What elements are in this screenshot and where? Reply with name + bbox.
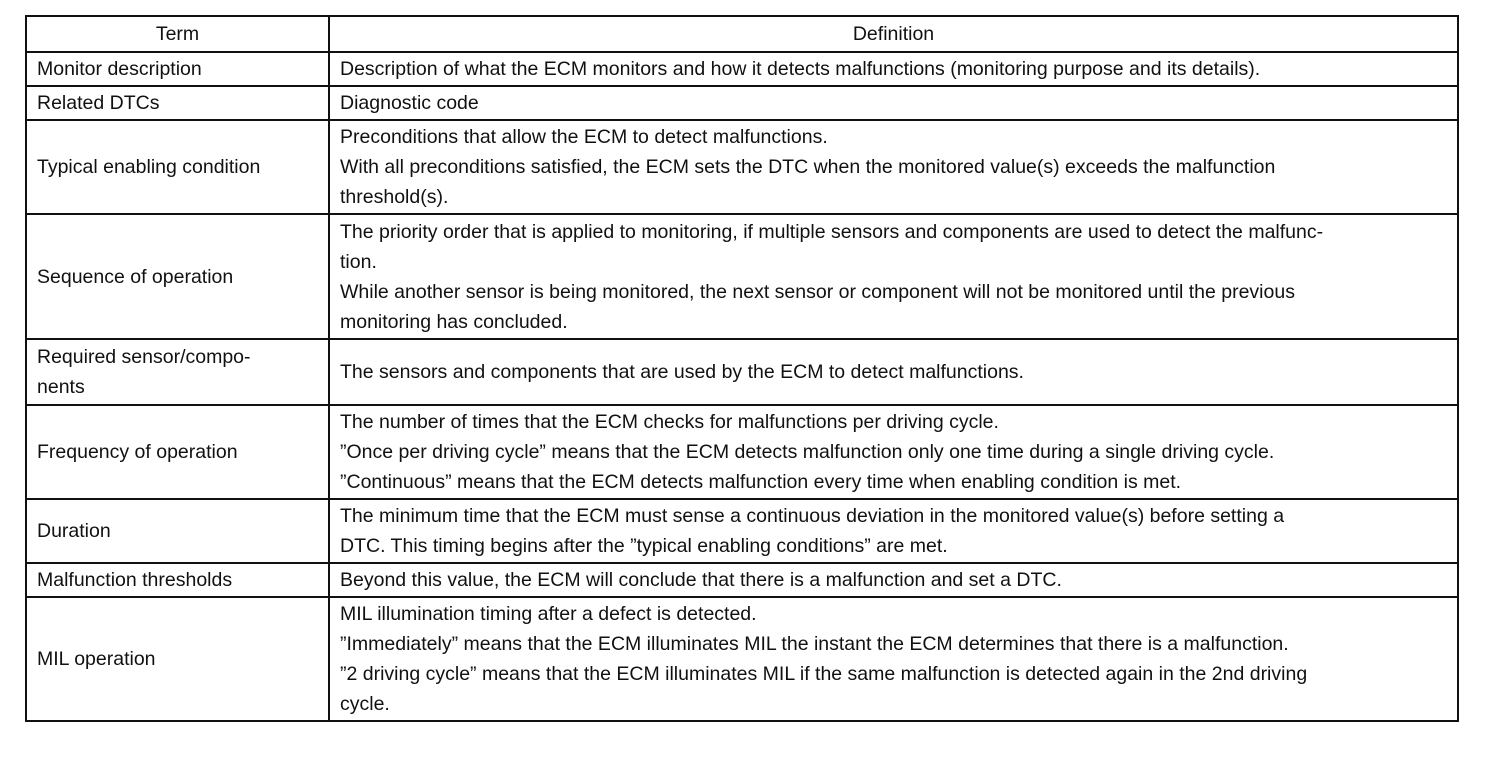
definition-text: MIL illumination timing after a defect is detected. — [340, 603, 757, 625]
term-cell — [26, 339, 329, 405]
table-row — [26, 499, 1458, 563]
definition-text: Preconditions that allow the ECM to detect malfunctions. — [340, 126, 828, 148]
term-cell — [26, 563, 329, 597]
definition-text: While another sensor is being monitored, the next sensor or component will not be monitored until the previous — [340, 280, 1295, 303]
table-header-row — [26, 16, 1458, 52]
term-cell — [26, 499, 329, 563]
definition-text: The number of times that the ECM checks for malfunctions per driving cycle. — [340, 411, 999, 433]
definition-text: threshold(s). — [340, 186, 449, 208]
definition-text: The minimum time that the ECM must sense a continuous deviation in the monitored value(s) before setting a — [340, 505, 1285, 527]
term-text: nents — [37, 376, 85, 398]
table-row — [26, 405, 1458, 499]
definition-text: ”Continuous” means that the ECM detects malfunction every time when enabling condition is met. — [340, 471, 1182, 493]
definition-text: ”Immediately” means that the ECM illuminates MIL the instant the ECM determines that there is a malfunction. — [340, 633, 1289, 655]
table-row — [26, 563, 1458, 597]
term-text: Related DTCs — [37, 92, 160, 114]
term-cell — [26, 597, 329, 721]
definition-text: ”Once per driving cycle” means that the ECM detects malfunction only one time during a single driving cycle. — [340, 441, 1275, 463]
term-text: Malfunction thresholds — [37, 569, 233, 591]
term-cell — [26, 86, 329, 120]
definition-text: The sensors and components that are used by the ECM to detect malfunctions. — [340, 361, 1024, 383]
term-cell — [26, 52, 329, 86]
definition-text: DTC. This timing begins after the ”typical enabling conditions” are met. — [340, 535, 948, 557]
term-text: Required sensor/compo- — [37, 346, 251, 368]
term-text: Typical enabling condition — [37, 156, 261, 178]
header-term: Term — [26, 16, 329, 52]
term-text: Sequence of operation — [37, 265, 234, 288]
definition-cell — [329, 214, 1458, 339]
definition-cell — [329, 405, 1458, 499]
definition-text: monitoring has concluded. — [340, 310, 568, 333]
definition-text: tion. — [340, 250, 377, 273]
definition-text: cycle. — [340, 693, 390, 715]
table-row — [26, 52, 1458, 86]
definition-cell — [329, 339, 1458, 405]
definition-text: Beyond this value, the ECM will conclude that there is a malfunction and set a DTC. — [340, 569, 1062, 591]
table-row — [26, 120, 1458, 214]
table-row — [26, 339, 1458, 405]
term-text: Duration — [37, 520, 111, 542]
definition-cell — [329, 86, 1458, 120]
definition-cell — [329, 597, 1458, 721]
definition-text: Diagnostic code — [340, 92, 479, 114]
table-row — [26, 597, 1458, 721]
header-definition: Definition — [329, 16, 1458, 52]
term-cell — [26, 120, 329, 214]
table-row — [26, 86, 1458, 120]
definition-cell — [329, 120, 1458, 214]
definition-text: Description of what the ECM monitors and how it detects malfunctions (monitoring purpose and its details). — [340, 58, 1261, 80]
terms-definitions-table — [25, 15, 1459, 722]
definition-text: The priority order that is applied to monitoring, if multiple sensors and components are used to detect the malfunc- — [340, 220, 1324, 243]
term-cell — [26, 214, 329, 339]
definition-cell — [329, 52, 1458, 86]
term-cell — [26, 405, 329, 499]
definition-cell — [329, 563, 1458, 597]
table-row — [26, 214, 1458, 339]
definition-text: With all preconditions satisfied, the ECM sets the DTC when the monitored value(s) exceeds the malfunction — [340, 156, 1276, 178]
term-text: Frequency of operation — [37, 441, 238, 463]
term-text: Monitor description — [37, 58, 202, 80]
definition-cell — [329, 499, 1458, 563]
term-text: MIL operation — [37, 648, 156, 670]
definition-text: ”2 driving cycle” means that the ECM illuminates MIL if the same malfunction is detected again in the 2nd driving — [340, 663, 1308, 685]
